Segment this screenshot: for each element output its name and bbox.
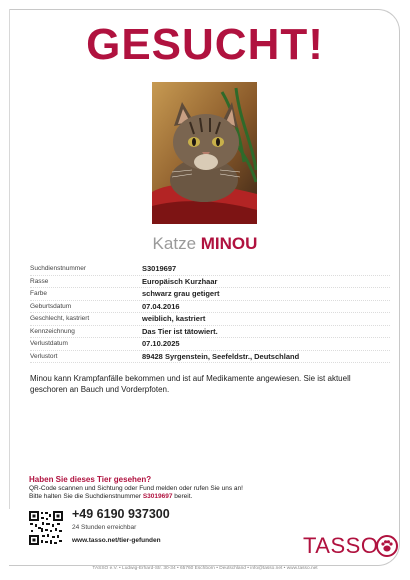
fact-value: Das Tier ist tätowiert. (142, 326, 218, 336)
fact-label: Kennzeichnung (30, 327, 75, 335)
fact-value: S3019697 (142, 264, 177, 274)
fact-row-breed (30, 276, 390, 289)
contact-reference-line (29, 493, 329, 501)
fact-label: Verlustdatum (30, 340, 68, 348)
paw-icon-graphic (376, 535, 398, 557)
cat-photo-illustration (152, 82, 257, 224)
pet-facts-table (30, 263, 390, 363)
contact-availability: 24 Stunden erreichbar (72, 524, 137, 531)
fact-value: weiblich, kastriert (142, 314, 206, 324)
reference-suffix: bereit. (172, 493, 193, 500)
fact-value: 07.10.2025 (142, 339, 180, 349)
contact-website-link[interactable]: www.tasso.net/tier-gefunden (72, 537, 161, 544)
contact-instruction: QR-Code scannen und Sichtung oder Fund melden oder rufen Sie uns an! (29, 485, 243, 492)
pet-description: Minou kann Krampfanfälle bekommen und ist auf Medikamente angewiesen. Sie ist aktuell geschoren an Bauch und Vorderpfoten. (30, 374, 351, 394)
reference-prefix: Bitte halten Sie die Suchdienstnummer (29, 493, 143, 500)
pet-title (0, 234, 410, 254)
poster-frame-left-edge (9, 9, 10, 509)
reference-number: S3019697 (142, 493, 173, 500)
contact-heading: Haben Sie dieses Tier gesehen? (29, 475, 152, 484)
fact-label: Geschlecht, kastriert (30, 315, 90, 323)
animal-name: MINOU (200, 234, 258, 253)
fact-row-loss-date (30, 338, 390, 351)
qr-code-graphic (28, 510, 64, 546)
fact-value: Europäisch Kurzhaar (142, 276, 218, 286)
tasso-logo: TASSO (303, 533, 379, 558)
paw-icon (376, 535, 398, 557)
fact-label: Suchdienstnummer (30, 265, 86, 273)
fact-row-birthdate (30, 301, 390, 314)
fact-label: Verlustort (30, 352, 58, 360)
fact-label: Geburtsdatum (30, 302, 72, 310)
fact-row-sex (30, 313, 390, 326)
fact-value: 07.04.2016 (142, 301, 180, 311)
fact-label: Farbe (30, 290, 47, 298)
fact-value: schwarz grau getigert (142, 289, 220, 299)
contact-call-to-action (29, 475, 329, 501)
pet-photo (152, 82, 257, 224)
fact-row-color (30, 288, 390, 301)
contact-phone-number[interactable]: +49 6190 937300 (72, 507, 170, 521)
fact-row-loss-place (30, 351, 390, 364)
fact-value: 89428 Syrgenstein, Seefeldstr., Deutschland (142, 351, 300, 361)
fact-row-search-number (30, 263, 390, 276)
poster-headline: GESUCHT! (86, 20, 324, 69)
qr-code-icon[interactable] (28, 510, 64, 546)
animal-kind: Katze (152, 234, 197, 253)
organization-footer: TASSO e.V. • Ludwig-Erhard-Str. 30-34 • 65760 Eschborn • Deutschland • info@tasso.net • www.tasso.net (92, 566, 318, 571)
fact-label: Rasse (30, 277, 49, 285)
fact-row-marking (30, 326, 390, 339)
